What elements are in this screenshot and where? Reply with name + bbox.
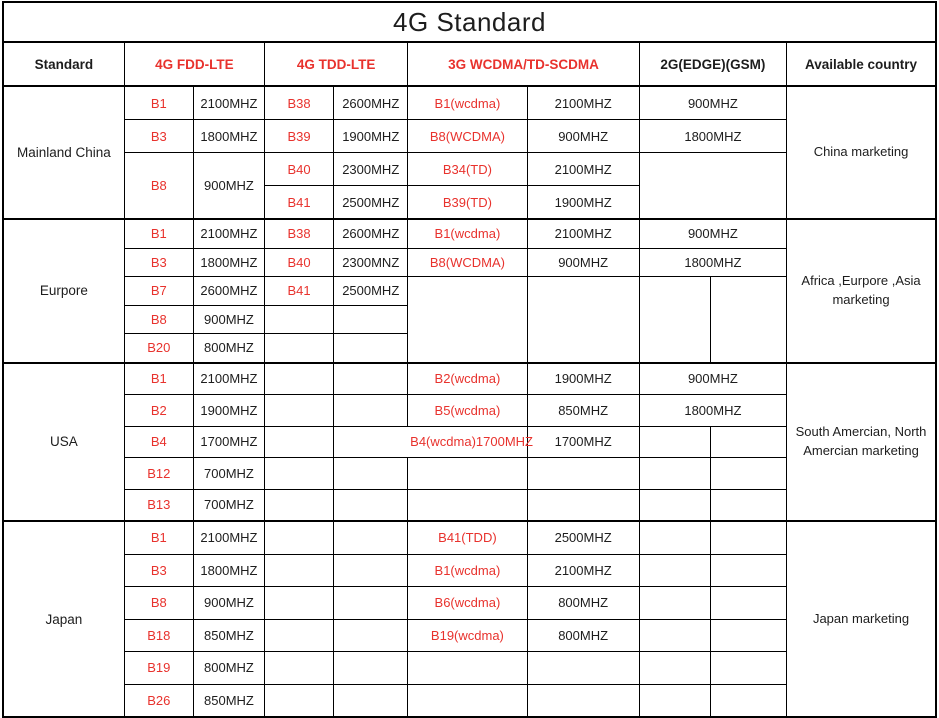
band-cell: B3 [124, 248, 193, 277]
freq-cell: 1700MHZ [527, 426, 639, 458]
empty-cell [265, 554, 334, 587]
freq-cell: 850MHZ [193, 619, 264, 652]
freq-cell: 800MHZ [193, 652, 264, 685]
empty-cell [334, 334, 408, 363]
empty-cell [710, 489, 786, 521]
table-row [3, 86, 936, 120]
freq-cell: 2100MHZ [527, 86, 639, 120]
empty-cell [265, 619, 334, 652]
freq-cell: 2500MHZ [334, 186, 408, 220]
freq-cell: 1800MHZ [639, 248, 786, 277]
band-cell: B41(TDD) [408, 521, 527, 554]
empty-cell [265, 395, 334, 427]
empty-cell [408, 684, 527, 717]
freq-cell: 800MHZ [527, 587, 639, 620]
empty-cell [265, 684, 334, 717]
empty-cell [265, 458, 334, 490]
freq-cell: 900MHZ [639, 219, 786, 248]
band-cell: B41 [265, 186, 334, 220]
freq-cell: 700MHZ [193, 489, 264, 521]
band-cell: B8(WCDMA) [408, 248, 527, 277]
freq-cell: 1700MHZ [193, 426, 264, 458]
empty-cell [710, 426, 786, 458]
empty-cell [265, 489, 334, 521]
freq-cell: 1800MHZ [639, 395, 786, 427]
freq-cell: 1900MHZ [193, 395, 264, 427]
band-cell: B4 [124, 426, 193, 458]
band-cell: B19 [124, 652, 193, 685]
band-cell: B8 [124, 305, 193, 334]
empty-cell [639, 277, 710, 363]
empty-cell [710, 587, 786, 620]
band-cell: B20 [124, 334, 193, 363]
empty-cell [265, 587, 334, 620]
freq-cell: 900MHZ [639, 86, 786, 120]
freq-cell: 900MHZ [527, 248, 639, 277]
freq-cell: 2300MNZ [334, 248, 408, 277]
freq-cell: 800MHZ [527, 619, 639, 652]
empty-cell [334, 684, 408, 717]
freq-cell: 850MHZ [193, 684, 264, 717]
band-cell: B41 [265, 277, 334, 306]
freq-cell: 1900MHZ [527, 186, 639, 220]
freq-cell: 1800MHZ [639, 120, 786, 153]
empty-cell [265, 426, 334, 458]
empty-cell [334, 395, 408, 427]
empty-cell [710, 554, 786, 587]
freq-cell: 2600MHZ [193, 277, 264, 306]
empty-cell [639, 153, 786, 220]
empty-cell [265, 363, 334, 395]
empty-cell [710, 619, 786, 652]
standard-cell: Mainland China [3, 86, 124, 219]
band-cell: B40 [265, 153, 334, 186]
empty-cell [639, 554, 710, 587]
standard-cell: USA [3, 363, 124, 522]
empty-cell [408, 277, 527, 363]
empty-cell [639, 619, 710, 652]
empty-cell [639, 587, 710, 620]
freq-cell: 1800MHZ [193, 554, 264, 587]
header-standard: Standard [3, 42, 124, 86]
band-cell: B38 [265, 86, 334, 120]
band-cell: B8 [124, 153, 193, 220]
band-cell: B39(TD) [408, 186, 527, 220]
marketing-cell: China marketing [787, 86, 936, 219]
band-cell: B2 [124, 395, 193, 427]
band-cell: B3 [124, 554, 193, 587]
marketing-cell: Japan marketing [787, 521, 936, 717]
empty-cell [527, 652, 639, 685]
empty-cell [334, 521, 408, 554]
header-2g-edge-gsm: 2G(EDGE)(GSM) [639, 42, 786, 86]
empty-cell [710, 652, 786, 685]
freq-cell: 2600MHZ [334, 219, 408, 248]
empty-cell [639, 489, 710, 521]
table-row [3, 219, 936, 248]
freq-cell: 1800MHZ [193, 120, 264, 153]
band-cell: B40 [265, 248, 334, 277]
band-cell: B1(wcdma) [408, 219, 527, 248]
header-3g-wcdma-td-scdma: 3G WCDMA/TD-SCDMA [408, 42, 639, 86]
freq-cell: 900MHZ [639, 363, 786, 395]
empty-cell [408, 489, 527, 521]
band-cell: B1 [124, 86, 193, 120]
table-body [3, 86, 936, 717]
column-header-row [3, 42, 936, 86]
band-cell: B13 [124, 489, 193, 521]
page-title: 4G Standard [3, 2, 936, 42]
freq-cell: 900MHZ [193, 587, 264, 620]
freq-cell: 700MHZ [193, 458, 264, 490]
header-4g-tdd-lte: 4G TDD-LTE [265, 42, 408, 86]
empty-cell [334, 363, 408, 395]
band-cell: B1(wcdma) [408, 554, 527, 587]
freq-cell: 2100MHZ [193, 363, 264, 395]
empty-cell [639, 458, 710, 490]
freq-cell: 800MHZ [193, 334, 264, 363]
title-row [3, 2, 936, 42]
empty-cell [527, 489, 639, 521]
band-cell: B5(wcdma) [408, 395, 527, 427]
header-4g-fdd-lte: 4G FDD-LTE [124, 42, 264, 86]
empty-cell [408, 652, 527, 685]
empty-cell [265, 652, 334, 685]
freq-cell: 2600MHZ [334, 86, 408, 120]
freq-cell: 2100MHZ [193, 219, 264, 248]
empty-cell [710, 458, 786, 490]
empty-cell [334, 458, 408, 490]
spreadsheet-page [0, 1, 939, 717]
standard-cell: Eurpore [3, 219, 124, 363]
marketing-cell: Africa ,Eurpore ,Asia marketing [787, 219, 936, 363]
table-row [3, 521, 936, 554]
band-cell: B4(wcdma)1700MHZ [334, 426, 527, 458]
freq-cell: 1900MHZ [527, 363, 639, 395]
empty-cell [639, 426, 710, 458]
empty-cell [334, 619, 408, 652]
freq-cell: 1900MHZ [334, 120, 408, 153]
marketing-cell: South Amercian, North Amercian marketing [787, 363, 936, 522]
header-available-country: Available country [787, 42, 936, 86]
empty-cell [527, 684, 639, 717]
band-cell: B1 [124, 219, 193, 248]
standard-cell: Japan [3, 521, 124, 717]
freq-cell: 2100MHZ [527, 554, 639, 587]
freq-cell: 2500MHZ [334, 277, 408, 306]
empty-cell [639, 521, 710, 554]
freq-cell: 2100MHZ [193, 521, 264, 554]
empty-cell [710, 684, 786, 717]
empty-cell [639, 684, 710, 717]
band-cell: B39 [265, 120, 334, 153]
freq-cell: 850MHZ [527, 395, 639, 427]
empty-cell [710, 277, 786, 363]
empty-cell [265, 334, 334, 363]
empty-cell [334, 489, 408, 521]
empty-cell [710, 521, 786, 554]
empty-cell [639, 652, 710, 685]
band-cell: B18 [124, 619, 193, 652]
freq-cell: 2100MHZ [527, 153, 639, 186]
band-cell: B3 [124, 120, 193, 153]
freq-cell: 2300MHZ [334, 153, 408, 186]
table-row [3, 363, 936, 395]
empty-cell [334, 652, 408, 685]
freq-cell: 900MHZ [193, 305, 264, 334]
band-cell: B7 [124, 277, 193, 306]
band-cell: B2(wcdma) [408, 363, 527, 395]
band-cell: B19(wcdma) [408, 619, 527, 652]
freq-cell: 2500MHZ [527, 521, 639, 554]
freq-cell: 1800MHZ [193, 248, 264, 277]
empty-cell [527, 458, 639, 490]
4g-standard-table [2, 1, 937, 718]
band-cell: B1 [124, 363, 193, 395]
band-cell: B8(WCDMA) [408, 120, 527, 153]
band-cell: B6(wcdma) [408, 587, 527, 620]
empty-cell [527, 277, 639, 363]
empty-cell [408, 458, 527, 490]
empty-cell [265, 305, 334, 334]
freq-cell: 2100MHZ [527, 219, 639, 248]
band-cell: B12 [124, 458, 193, 490]
band-cell: B1 [124, 521, 193, 554]
band-cell: B34(TD) [408, 153, 527, 186]
empty-cell [334, 554, 408, 587]
freq-cell: 2100MHZ [193, 86, 264, 120]
empty-cell [265, 521, 334, 554]
freq-cell: 900MHZ [193, 153, 264, 220]
band-cell: B1(wcdma) [408, 86, 527, 120]
empty-cell [334, 587, 408, 620]
band-cell: B8 [124, 587, 193, 620]
band-cell: B38 [265, 219, 334, 248]
empty-cell [334, 305, 408, 334]
band-cell: B26 [124, 684, 193, 717]
freq-cell: 900MHZ [527, 120, 639, 153]
